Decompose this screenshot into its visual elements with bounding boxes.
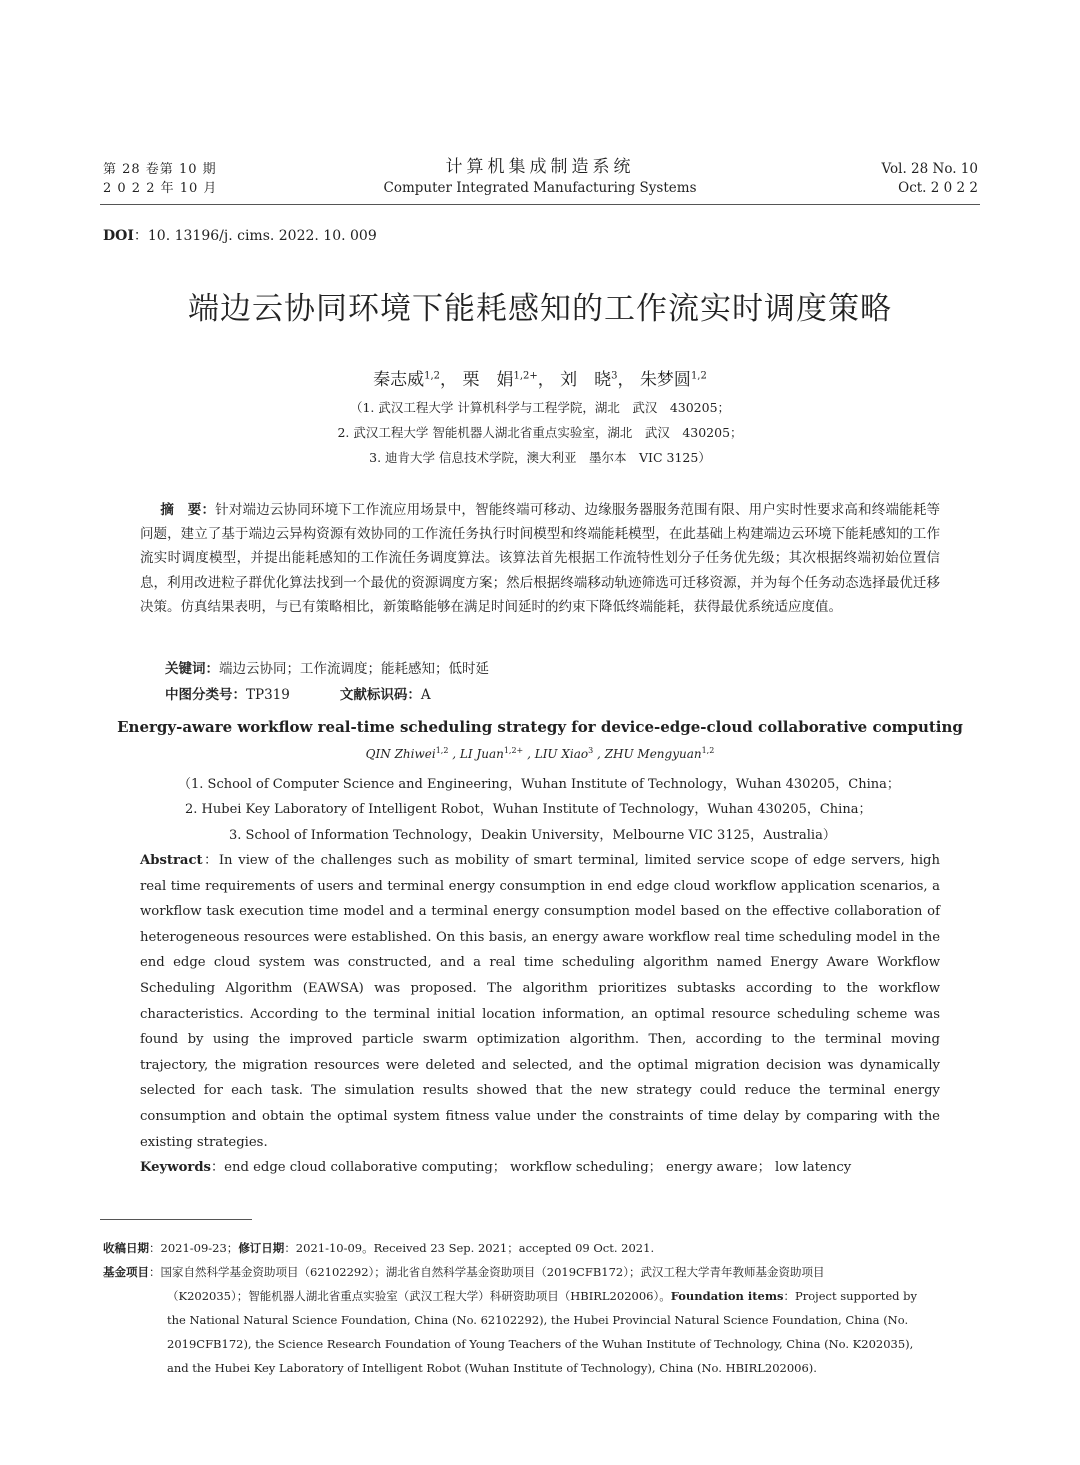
affiliation-cn-3: 3. 迪肯大学 信息技术学院，澳大利亚 墨尔本 VIC 3125） xyxy=(369,450,711,465)
author-affil-en: 1,2+ xyxy=(503,746,524,755)
author-sep: ， xyxy=(617,370,635,390)
abstract-cn-text: 针对端边云协同环境下工作流应用场景中，智能终端可移动、边缘服务器服务范围有限、用户实时性要求高和终端能耗等问题，建立了基于端边云异构资源有效协同的工作流任务执行时间模型和终端能耗模型，在此基础上构建端边云环境下能耗感知的工作流实时调度模型，并提出能耗感知的工作流任务调度算法。该算法首先根据工作流特性划分子任务优先级；其次根据终端初始位置信息，利用改进粒子群优化算法找到一个最优的资源调度方案；然后根据终端移动轨迹筛选可迁移资源，并为每个任务动态选择最优迁移决策。仿真结果表明，与已有策略相比，新策略能够在满足时间延时的约束下降低终端能耗，获得最优系统适应度值。 xyxy=(140,502,941,615)
journal-name-cn: 计算机集成制造系统 xyxy=(445,157,635,177)
author-sep: , xyxy=(593,747,605,761)
footnote-fund-2 xyxy=(103,1284,980,1308)
fund-label: 基金项目 xyxy=(103,1265,149,1279)
issue-date-en: Oct. 2 0 2 2 xyxy=(898,180,978,196)
issue-volume-en: Vol. 28 No. 10 xyxy=(881,161,978,177)
page-title: 端边云协同环境下能耗感知的工作流实时调度策略 xyxy=(188,291,892,327)
keywords-cn xyxy=(165,657,489,677)
revised-text: ：2021-10-09。Received 23 Sep. 2021；accepted 09 Oct. 2021. xyxy=(284,1241,655,1255)
doc-code-value: A xyxy=(420,687,431,703)
footnote-fund-1 xyxy=(103,1260,980,1284)
affiliation-en-1: （1. School of Computer Science and Engineering，Wuhan Institute of Technology，Wuhan 430205，China； xyxy=(178,777,900,792)
author-name-en: LIU Xiao xyxy=(534,747,589,761)
clc-value: TP319 xyxy=(246,687,290,703)
doi xyxy=(103,225,377,245)
fund-line2-cn: （K202035）；智能机器人湖北省重点实验室（武汉工程大学）科研资助项目（HBIRL202006）。 xyxy=(167,1289,671,1303)
journal-name-en: Computer Integrated Manufacturing Systems xyxy=(383,180,697,196)
fund-line2-en: ：Project supported by xyxy=(783,1289,918,1303)
issue-date-cn: 2 0 2 2 年 10 月 xyxy=(103,181,218,196)
affiliation-en-2: 2. Hubei Key Laboratory of Intelligent Robot，Wuhan Institute of Technology，Wuhan 430205，China； xyxy=(185,802,872,817)
fund-text-cn: ：国家自然科学基金资助项目（62102292）；湖北省自然科学基金资助项目（2019CFB172）；武汉工程大学青年教师基金资助项目 xyxy=(149,1265,825,1279)
footnote-rule xyxy=(100,1219,252,1220)
clc-label: 中图分类号： xyxy=(165,687,246,703)
author-sep: ， xyxy=(440,370,458,390)
author-sep: , xyxy=(448,747,460,761)
received-text: ：2021-09-23； xyxy=(149,1241,239,1255)
keywords-en-label: Keywords xyxy=(140,1160,211,1176)
header-rule xyxy=(100,204,980,205)
abstract-en-label: Abstract xyxy=(140,853,203,868)
affiliation-cn-2: 2. 武汉工程大学 智能机器人湖北省重点实验室，湖北 武汉 430205； xyxy=(337,425,743,440)
issue-info-cn xyxy=(103,160,217,198)
affiliation-cn-1: （1. 武汉工程大学 计算机科学与工程学院，湖北 武汉 430205； xyxy=(349,400,731,415)
author-sep: , xyxy=(523,747,535,761)
keywords-en-text: ：end edge cloud collaborative computing； workflow scheduling； energy aware； low latency xyxy=(210,1160,852,1176)
journal-name xyxy=(340,155,740,198)
authors-cn xyxy=(0,365,1080,390)
classification-cn xyxy=(165,683,431,703)
doi-label: DOI xyxy=(103,228,134,244)
author-name-en: LI Juan xyxy=(459,747,504,761)
author-affil-en: 1,2 xyxy=(435,746,449,755)
issue-info-en xyxy=(882,160,978,198)
author-name-en: ZHU Mengyuan xyxy=(604,747,702,761)
footnote-fund-5: and the Hubei Key Laboratory of Intelligent Robot (Wuhan Institute of Technology), China (No. HBIRL202006). xyxy=(167,1361,817,1375)
abstract-en xyxy=(140,848,940,1181)
author-name: 刘 晓 xyxy=(560,370,612,390)
keywords-cn-text: 端边云协同；工作流调度；能耗感知；低时延 xyxy=(219,661,489,677)
author-affil: 1,2 xyxy=(690,370,707,382)
issue-volume-cn: 第 28 卷第 10 期 xyxy=(103,162,217,177)
author-affil-en: 3 xyxy=(588,746,594,755)
author-sep: ， xyxy=(537,370,555,390)
keywords-cn-label: 关键词： xyxy=(165,661,219,677)
doc-code-label: 文献标识码： xyxy=(339,687,421,703)
author-affil-en: 1,2 xyxy=(701,746,715,755)
abstract-en-text: ：In view of the challenges such as mobility of smart terminal, limited service scope of edge servers, high real time requirements of users and terminal energy consumption in end edge cloud workflow application scenarios, a workflow task execution time model and a terminal energy consumption model based on the effective collaboration of heterogeneous resources were established. On this basis, an energy aware workflow real time scheduling model in the end edge cloud system was constructed, and a real time scheduling algorithm named Energy Aware Workflow Scheduling Algorithm (EAWSA) was proposed. The algorithm prioritizes subtasks according to the workflow characteristics. According to the terminal initial location information, an optimal resource scheduling scheme was found by using the improved particle swarm optimization algorithm. Then, according to the terminal moving trajectory, the migration resources were deleted and selected, and the optimal migration decision was dynamically selected for each task. The simulation results showed that the new strategy could reduce the terminal energy consumption and obtain the optimal system fitness value under the constraints of time delay by comparing with the existing strategies. xyxy=(140,853,940,1150)
footnote xyxy=(103,1236,980,1380)
author-affil: 3 xyxy=(611,370,618,382)
received-label: 收稿日期 xyxy=(103,1241,149,1255)
author-name: 秦志威 xyxy=(373,370,425,390)
title-en: Energy-aware workflow real-time scheduling strategy for device-edge-cloud collaborative computing xyxy=(117,718,963,736)
author-name-en: QIN Zhiwei xyxy=(365,747,436,761)
authors-en xyxy=(0,746,1080,761)
affiliation-en-3: 3. School of Information Technology，Deakin University，Melbourne VIC 3125，Australia） xyxy=(229,828,836,843)
author-name: 朱梦圆 xyxy=(639,370,691,390)
author-affil: 1,2 xyxy=(424,370,441,382)
author-name: 栗 娟 xyxy=(462,370,514,390)
revised-label: 修订日期 xyxy=(238,1241,285,1255)
footnote-fund-4: 2019CFB172), the Science Research Foundation of Young Teachers of the Wuhan Institute of Technology, China (No. K202035), xyxy=(167,1337,914,1351)
footnote-dates xyxy=(103,1236,980,1260)
abstract-cn-label: 摘 要： xyxy=(160,502,216,518)
abstract-cn xyxy=(140,498,940,619)
footnote-fund-3: the National Natural Science Foundation, China (No. 62102292), the Hubei Provincial Natural Science Foundation, China (No. xyxy=(167,1313,909,1327)
doi-value: ：10. 13196/j. cims. 2022. 10. 009 xyxy=(133,228,377,244)
fund-label-en: Foundation items xyxy=(670,1289,784,1303)
author-affil: 1,2+ xyxy=(513,370,538,382)
